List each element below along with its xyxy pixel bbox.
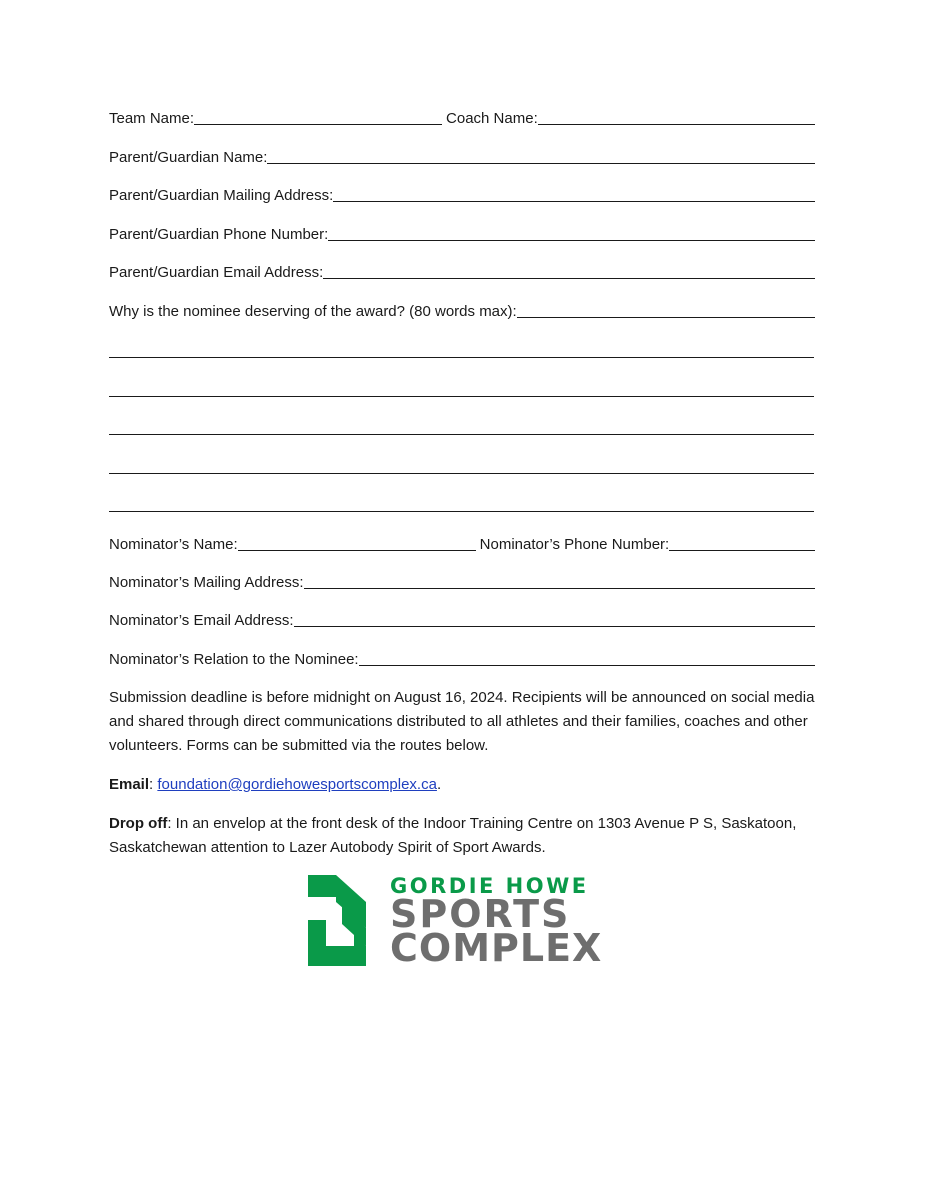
answer-line[interactable]: [109, 473, 814, 474]
parent-name-label: Parent/Guardian Name:: [109, 149, 268, 166]
logo-line-3: COMPLEX: [390, 926, 603, 970]
why-deserving-row: [109, 301, 815, 323]
parent-email-field[interactable]: [323, 278, 815, 279]
email-link[interactable]: foundation@gordiehowesportscomplex.ca: [157, 776, 437, 793]
parent-name-row: [109, 147, 815, 169]
parent-name-field[interactable]: [267, 163, 815, 164]
dropoff-label: Drop off: [109, 815, 168, 832]
nominator-phone-field[interactable]: [669, 550, 815, 551]
nominator-mailing-row: [109, 572, 815, 594]
nominator-mailing-field[interactable]: [304, 588, 815, 589]
team-name-field[interactable]: [194, 124, 442, 125]
gordie-howe-logo: [306, 872, 621, 968]
email-label: Email: [109, 776, 150, 793]
answer-line[interactable]: [109, 511, 814, 512]
nominator-name-label: Nominator’s Name:: [109, 536, 238, 553]
why-deserving-field[interactable]: [517, 317, 815, 318]
logo-line-2: SPORTS: [390, 892, 571, 936]
nominator-relation-label: Nominator’s Relation to the Nominee:: [109, 651, 359, 668]
logo-mark-icon: [306, 872, 384, 968]
why-deserving-label: Why is the nominee deserving of the award? (80 words max):: [109, 303, 517, 320]
nominator-relation-row: [109, 649, 815, 671]
logo-line-1: GORDIE HOWE: [390, 874, 589, 898]
answer-line[interactable]: [109, 434, 814, 435]
deadline-paragraph: Submission deadline is before midnight on August 16, 2024. Recipients will be announced on social media and shared through direct communications distributed to all athletes and their families, coaches and other volunteers. Forms can be submitted via the routes below.: [109, 689, 815, 754]
parent-phone-row: [109, 224, 815, 246]
nominator-email-label: Nominator’s Email Address:: [109, 612, 294, 629]
parent-mailing-row: [109, 185, 815, 207]
parent-mailing-field[interactable]: [333, 201, 815, 202]
dropoff-text: : In an envelop at the front desk of the Indoor Training Centre on 1303 Avenue P S, Saskatoon, Saskatchewan attention to Lazer Autobody Spirit of Sport Awards.: [109, 815, 797, 856]
answer-line[interactable]: [109, 357, 814, 358]
nominator-email-field[interactable]: [294, 626, 815, 627]
nominator-name-field[interactable]: [238, 550, 476, 551]
parent-phone-field[interactable]: [328, 240, 815, 241]
coach-name-label: Coach Name:: [446, 110, 538, 127]
parent-email-row: [109, 262, 815, 284]
nominator-name-phone-row: [109, 534, 815, 556]
email-paragraph: Email: foundation@gordiehowesportscomplex.ca.: [109, 776, 442, 793]
coach-name-field[interactable]: [538, 124, 815, 125]
nominator-email-row: [109, 610, 815, 632]
parent-phone-label: Parent/Guardian Phone Number:: [109, 226, 329, 243]
parent-email-label: Parent/Guardian Email Address:: [109, 264, 324, 281]
parent-mailing-label: Parent/Guardian Mailing Address:: [109, 187, 334, 204]
answer-line[interactable]: [109, 396, 814, 397]
team-coach-row: [109, 108, 815, 130]
dropoff-paragraph: [109, 812, 821, 860]
nominator-phone-label: Nominator’s Phone Number:: [479, 536, 670, 553]
nominator-relation-field[interactable]: [359, 665, 815, 666]
team-name-label: Team Name:: [109, 110, 195, 127]
nominator-mailing-label: Nominator’s Mailing Address:: [109, 574, 304, 591]
